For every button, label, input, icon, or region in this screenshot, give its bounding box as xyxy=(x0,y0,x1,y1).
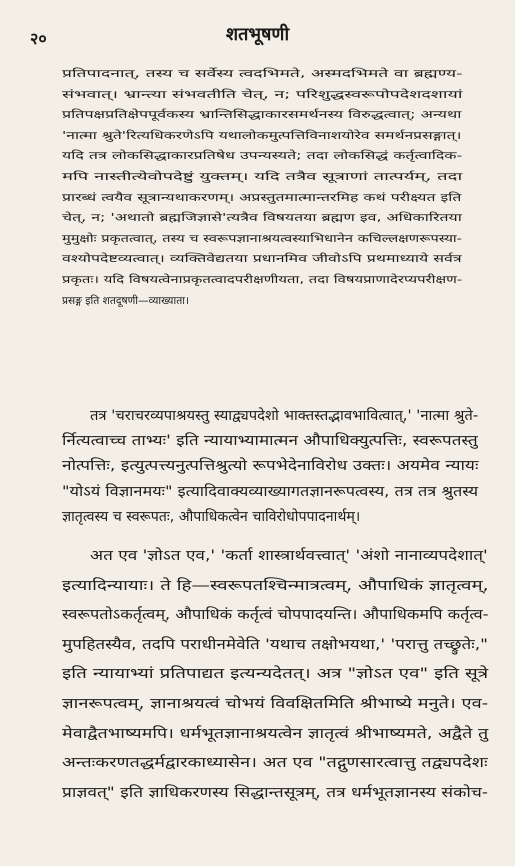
text-line: प्रारब्धं त्वयैव सूत्रान्यथाकरणम्। अप्रस्तुतमात्मान्तरमिह कथं परीक्ष्यत इति xyxy=(62,191,462,204)
text-line: मुमुक्षोः प्रकृतत्वात्, तस्य च स्वरूपज्ञानाश्रयत्वस्याभिधानेन कचिल्लक्षणरूपस्या- xyxy=(62,232,462,245)
text-line: इत्यादिन्यायाः। ते हि—स्वरूपतश्चिन्मात्रत्वम्, औपाधिकं ज्ञातृत्वम्, xyxy=(62,577,489,594)
text-line: ज्ञानरूपत्वम्, ज्ञानाश्रयत्वं चोभयं विवक्षितमिति श्रीभाष्ये मनुते। एव- xyxy=(62,696,489,712)
running-title: शतभूषणी xyxy=(225,24,290,45)
text-line: नोत्पत्तिः, इत्युत्पत्त्यनुत्पत्तिश्रुत्यो रूपभेदेनाविरोध उक्तः। अयमेव न्यायः xyxy=(62,458,479,475)
text-line: यदि तत्र लोकसिद्धाकारप्रतिषेध उपन्यस्यते; तदा लोकसिद्धं कर्तृत्वादिक- xyxy=(62,150,463,163)
text-line: मेवाद्वैतभाष्यमपि। धर्मभूतज्ञानाश्रयत्वेन ज्ञातृत्वं श्रीभाष्यमते, अद्वैते तु xyxy=(62,725,489,742)
text-line: स्वरूपतोऽकर्तृत्वम्, औपाधिकं कर्तृत्वं चोपपादयन्ति। औपाधिकमपि कर्तृत्व- xyxy=(62,607,489,624)
text-line: "योऽयं विज्ञानमयः" इत्यादिवाक्यव्याख्यागतज्ञानरूपत्वस्य, तत्र तत्र श्रुतस्य xyxy=(62,483,479,500)
text-line: संभवात्। भ्रान्त्या संभवतीति चेत्, न; परिशुद्धस्वरूपोपदेशदशायां xyxy=(62,88,463,101)
text-line: अन्तःकरणतद्धर्मद्वारकाध्यासेन। अत एव "तद्गुणसारत्वात्तु तद्व्यपदेशः xyxy=(62,755,488,772)
page-number: २० xyxy=(30,29,47,48)
text-line: चेत्, न; 'अथातो ब्रह्मजिज्ञासे'त्यत्रैव विषयतया ब्रह्मण इव, अधिकारितया xyxy=(62,212,462,225)
text-line: मपि नास्तीत्येवोपदेष्टुं युक्तम्। यदि तत्रैव सूत्राणां तात्पर्यम्, तदा xyxy=(62,171,463,183)
text-line: प्रतिपक्षप्रतिक्षेपपूर्वकस्य भ्रान्तिसिद्धाकारसमर्थनस्य विरुद्धत्वात्; अन्यथा xyxy=(62,109,462,122)
text-line: र्नित्यत्वाच्च ताभ्यः' इति न्यायाभ्यामात्मन औपाधिक्युत्पत्तिः, स्वरूपतस्तु xyxy=(62,433,478,450)
page-header xyxy=(0,22,515,52)
text-line: तत्र 'चराचरव्यपाश्रयस्तु स्याद्व्यपदेशो भाक्तस्तद्भावभावित्वात्,' 'नात्मा श्रुते- xyxy=(90,408,479,424)
text-line: प्रतिपादनात्, तस्य च सर्वेस्य त्वदभिमते, अस्मदभिमते वा ब्रह्मण्य- xyxy=(62,68,463,80)
text-line: इति न्यायाभ्यां प्रतिपाद्यत इत्यन्यदेतत्। अत्र "ज्ञोऽत एव" इति सूत्रे xyxy=(62,666,489,683)
text-line: अत एव 'ज्ञोऽत एव,' 'कर्ता शास्त्रार्थवत्त्वात्' 'अंशो नानाव्यपदेशात्' xyxy=(90,548,488,564)
text-line: वश्योपदेष्टव्यत्वात्। व्यक्तिवेद्यतया प्रधानमिव जीवोऽपि प्रथमाध्याये सर्वत्र xyxy=(62,253,462,266)
text-line: 'नात्मा श्रुते'रित्यधिकरणेऽपि यथालोकमुत्पत्तिविनाशयोरेव समर्थनप्रसङ्गात्। xyxy=(62,129,462,142)
text-line: प्रकृतः। यदि विषयत्वेनाप्रकृतत्वादपरीक्षणीयता, तदा विषयप्राणादेरप्यपरीक्षण- xyxy=(62,274,463,286)
text-line: ज्ञातृत्वस्य च स्वरूपतः, औपाधिकत्वेन चाविरोधोपपादनार्थम्। xyxy=(62,508,361,525)
text-line: प्राज्ञवत्" इति ज्ञाधिकरणस्य सिद्धान्तसूत्रम्, तत्र धर्मभूतज्ञानस्य संकोच- xyxy=(62,784,489,801)
text-line: प्रसङ्ग इति शतदूषणी—व्याख्याता। xyxy=(62,294,189,307)
text-line: मुपहितस्यैव, तदपि पराधीनमेवेति 'यथाच तक्षोभयथा,' 'परात्तु तच्छ्रुतेः," xyxy=(62,636,489,653)
